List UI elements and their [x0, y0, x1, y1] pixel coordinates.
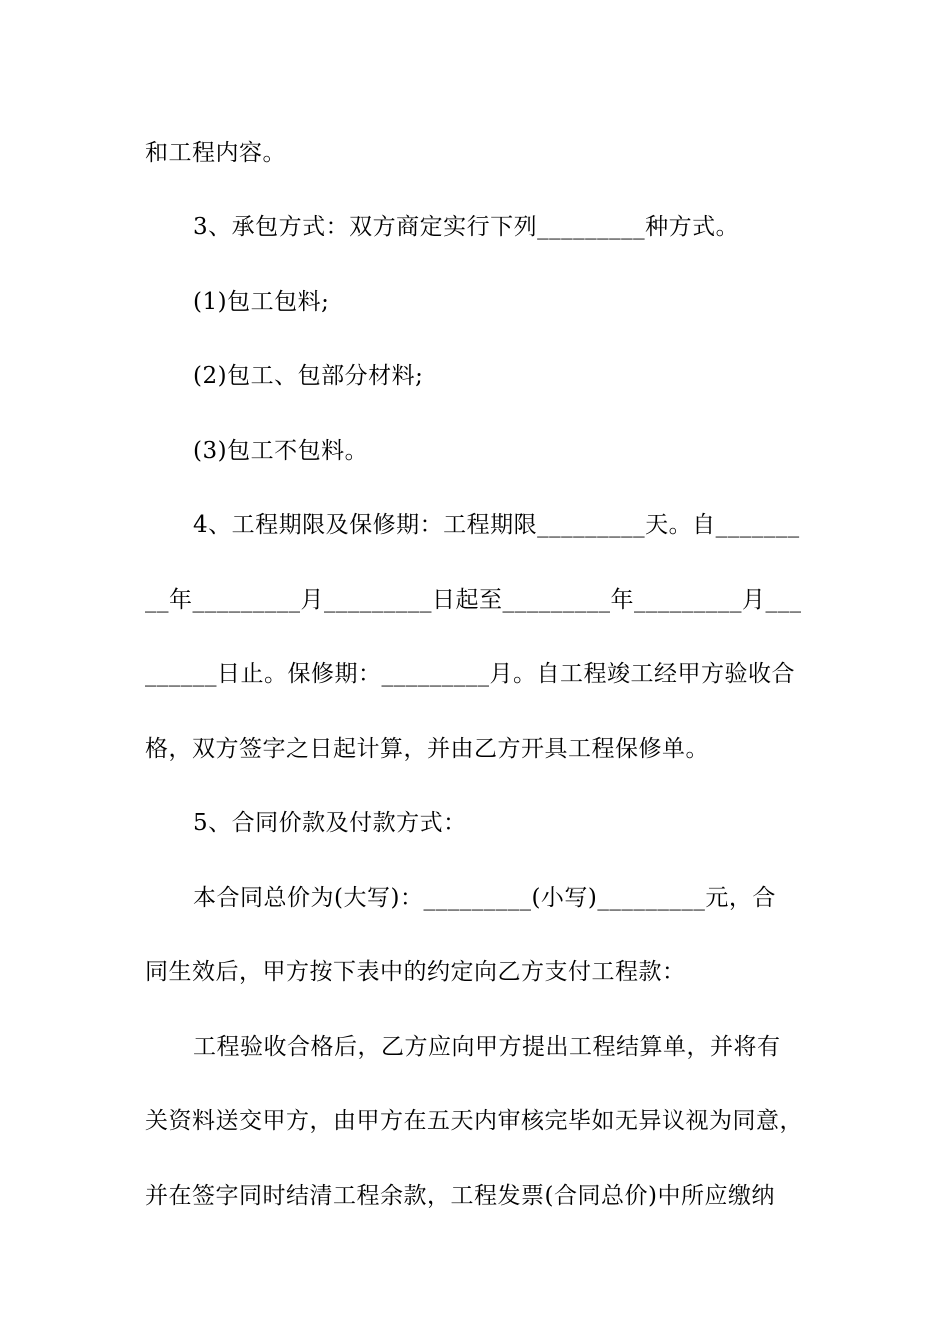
- text-line: 同生效后，甲方按下表中的约定向乙方支付工程款：: [145, 959, 686, 985]
- text-line: 和工程内容。: [145, 140, 286, 166]
- text-line: 格，双方签字之日起计算，并由乙方开具工程保修单。: [145, 736, 709, 762]
- text-line: 并在签字同时结清工程余款，工程发票(合同总价)中所应缴纳: [145, 1183, 775, 1209]
- text-line: (1)包工包料;: [193, 289, 330, 315]
- text-line: 4、工程期限及保修期：工程期限_________天。自_______: [193, 512, 800, 538]
- text-line: 工程验收合格后，乙方应向甲方提出工程结算单，并将有: [193, 1034, 781, 1060]
- text-line: 关资料送交甲方，由甲方在五天内审核完毕如无异议视为同意，: [145, 1108, 803, 1134]
- text-line: 3、承包方式：双方商定实行下列_________种方式。: [193, 214, 740, 240]
- text-line: (3)包工不包料。: [193, 438, 369, 464]
- text-line: 5、合同价款及付款方式：: [193, 810, 467, 836]
- text-line: ______日止。保修期：_________月。自工程竣工经甲方验收合: [145, 661, 795, 687]
- text-line: (2)包工、包部分材料;: [193, 363, 424, 389]
- text-line: __年_________月_________日起至_________年_________月___: [145, 587, 802, 613]
- text-line: 本合同总价为(大写)：_________(小写)_________元，合: [193, 885, 776, 911]
